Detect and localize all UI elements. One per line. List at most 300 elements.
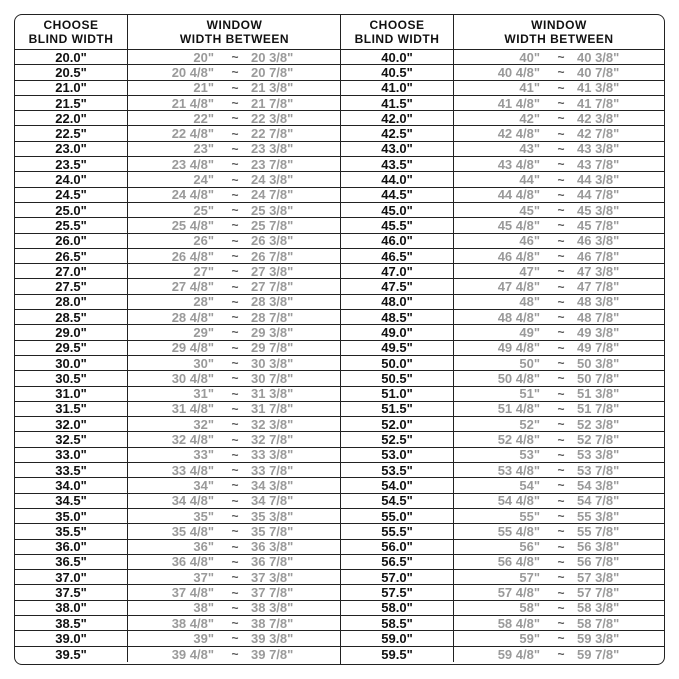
blind-width-cell: 49.5" [381,340,413,356]
window-width-min-cell: 27 4/8" [171,279,214,295]
window-width-between-header [454,15,664,49]
window-width-max-cell: 50 3/8" [577,355,620,371]
table-row [15,264,341,279]
window-width-max-cell: 27 7/8" [251,279,294,295]
range-separator: ~ [557,111,565,126]
blind-width-cell: 49.0" [381,325,413,340]
window-width-min-cell: 31 4/8" [171,401,214,417]
blind-width-cell: 44.5" [381,187,413,203]
window-width-min-cell: 39" [193,630,214,646]
table-row [341,478,664,493]
table-row [341,463,664,478]
window-width-min-cell: 45" [519,202,540,218]
blind-width-cell: 46.0" [381,233,413,249]
table-row [15,616,341,631]
window-width-min-cell: 33" [193,447,214,463]
window-width-min-cell: 37" [193,569,214,585]
window-width-max-cell: 54 3/8" [577,477,620,493]
blind-width-cell: 52.0" [381,416,413,432]
table-row [15,371,341,386]
range-separator: ~ [231,554,239,569]
range-separator: ~ [231,126,239,141]
window-width-min-cell: 47 4/8" [497,279,540,295]
window-width-min-cell: 35 4/8" [171,523,214,539]
range-separator: ~ [231,340,239,355]
blind-width-cell: 51.5" [381,401,413,417]
table-row [15,478,341,493]
window-width-max-cell: 47 3/8" [577,263,620,279]
blind-width-cell: 27.0" [55,263,87,279]
range-separator: ~ [557,631,565,646]
table-row [341,448,664,463]
window-width-max-cell: 34 3/8" [251,477,294,493]
blind-width-cell: 41.0" [381,80,413,96]
range-separator: ~ [231,80,239,95]
blind-width-cell: 50.5" [381,370,413,386]
window-width-max-cell: 52 3/8" [577,416,620,432]
window-width-min-cell: 48 4/8" [497,309,540,325]
right-header-row [341,15,664,50]
window-width-max-cell: 56 3/8" [577,539,620,555]
table-row [341,509,664,524]
blind-width-cell: 39.5" [55,646,87,662]
table-row [341,570,664,585]
blind-width-cell: 36.5" [55,554,87,570]
blind-width-cell: 29.5" [55,340,87,356]
window-width-max-cell: 51 7/8" [577,401,620,417]
window-width-max-cell: 33 3/8" [251,447,294,463]
table-row [341,234,664,249]
range-separator: ~ [557,616,565,631]
range-separator: ~ [231,600,239,615]
blind-width-cell: 29.0" [55,325,87,340]
table-row [15,647,341,662]
range-separator: ~ [231,463,239,478]
table-row [15,417,341,432]
window-width-min-cell: 25 4/8" [171,217,214,233]
range-separator: ~ [557,401,565,416]
blind-width-cell: 20.0" [55,49,87,65]
table-row [341,188,664,203]
table-row [341,264,664,279]
window-width-max-cell: 33 7/8" [251,462,294,478]
range-separator: ~ [557,264,565,279]
range-separator: ~ [557,233,565,248]
window-width-min-cell: 22 4/8" [171,126,214,142]
blind-width-cell: 37.0" [55,569,87,585]
window-width-max-cell: 43 3/8" [577,141,620,157]
window-width-min-cell: 43 4/8" [497,156,540,172]
window-width-min-cell: 58" [519,600,540,616]
window-width-min-cell: 52 4/8" [497,432,540,448]
table-row [341,555,664,570]
window-width-max-cell: 23 3/8" [251,141,294,157]
range-separator: ~ [557,647,565,662]
window-width-min-cell: 24 4/8" [171,187,214,203]
window-width-min-cell: 40" [519,49,540,65]
range-separator: ~ [557,554,565,569]
window-width-min-cell: 24" [193,172,214,188]
range-separator: ~ [557,585,565,600]
table-row [341,417,664,432]
table-row [341,203,664,218]
table-row [15,601,341,616]
blind-width-cell: 47.0" [381,263,413,279]
blind-width-cell: 42.0" [381,110,413,126]
window-width-max-cell: 42 7/8" [577,126,620,142]
window-width-min-cell: 26" [193,233,214,249]
table-row [15,126,341,141]
window-width-min-cell: 20 4/8" [171,64,214,80]
range-separator: ~ [231,371,239,386]
blind-width-cell: 53.0" [381,447,413,463]
range-separator: ~ [231,141,239,156]
table-row [15,463,341,478]
window-width-min-cell: 30 4/8" [171,370,214,386]
table-row [341,218,664,233]
range-separator: ~ [231,157,239,172]
range-separator: ~ [231,524,239,539]
blind-width-cell: 57.0" [381,569,413,585]
table-row [15,157,341,172]
blind-width-cell: 48.0" [381,294,413,310]
window-width-min-cell: 49 4/8" [497,340,540,356]
blind-width-cell: 57.5" [381,585,413,601]
window-width-min-cell: 46 4/8" [497,248,540,264]
range-separator: ~ [557,80,565,95]
window-width-min-cell: 37 4/8" [171,585,214,601]
table-row [341,172,664,187]
blind-width-cell: 25.5" [55,217,87,233]
window-width-min-cell: 46" [519,233,540,249]
window-width-max-cell: 32 3/8" [251,416,294,432]
table-row [341,371,664,386]
window-width-max-cell: 21 7/8" [251,95,294,111]
blind-width-cell: 24.0" [55,172,87,188]
window-width-min-cell: 30" [193,355,214,371]
window-width-min-cell: 27" [193,263,214,279]
window-width-max-cell: 39 7/8" [251,646,294,662]
range-separator: ~ [557,340,565,355]
window-width-max-cell: 51 3/8" [577,386,620,402]
window-width-min-cell: 41" [519,80,540,96]
range-separator: ~ [557,187,565,202]
window-width-max-cell: 58 3/8" [577,600,620,616]
blind-width-cell: 35.5" [55,523,87,539]
range-separator: ~ [231,401,239,416]
window-width-max-cell: 20 3/8" [251,49,294,65]
window-width-max-cell: 32 7/8" [251,432,294,448]
window-width-max-cell: 44 3/8" [577,172,620,188]
window-width-min-cell: 21" [193,80,214,96]
blind-width-cell: 45.5" [381,217,413,233]
range-separator: ~ [231,386,239,401]
left-table-half [15,15,341,664]
range-separator: ~ [557,509,565,524]
blind-width-cell: 56.0" [381,539,413,555]
range-separator: ~ [557,386,565,401]
blind-width-cell: 32.0" [55,416,87,432]
window-width-max-cell: 42 3/8" [577,110,620,126]
table-row [341,295,664,310]
window-width-min-cell: 48" [519,294,540,310]
blind-width-cell: 30.0" [55,355,87,371]
window-width-min-cell: 59" [519,630,540,646]
window-width-max-cell: 46 3/8" [577,233,620,249]
blind-width-cell: 40.0" [381,49,413,65]
table-row [15,432,341,447]
blind-width-cell: 43.5" [381,156,413,172]
range-separator: ~ [231,218,239,233]
table-row [341,432,664,447]
window-width-max-cell: 26 7/8" [251,248,294,264]
window-width-max-cell: 45 3/8" [577,202,620,218]
table-row [15,142,341,157]
window-width-max-cell: 26 3/8" [251,233,294,249]
window-width-min-cell: 29 4/8" [171,340,214,356]
window-width-max-cell: 30 3/8" [251,355,294,371]
blind-width-cell: 28.0" [55,294,87,310]
table-row [15,96,341,111]
window-width-max-cell: 58 7/8" [577,615,620,631]
blind-width-cell: 24.5" [55,187,87,203]
table-row [15,585,341,600]
window-width-max-cell: 31 7/8" [251,401,294,417]
range-separator: ~ [557,218,565,233]
window-width-min-cell: 45 4/8" [497,217,540,233]
window-width-max-cell: 45 7/8" [577,217,620,233]
window-width-min-cell: 20" [193,49,214,65]
blind-width-cell: 38.0" [55,600,87,616]
window-width-max-cell: 47 7/8" [577,279,620,295]
blind-width-cell: 55.5" [381,523,413,539]
table-row [15,524,341,539]
range-separator: ~ [557,371,565,386]
table-row [15,448,341,463]
range-separator: ~ [231,539,239,554]
window-width-max-cell: 43 7/8" [577,156,620,172]
table-row [341,601,664,616]
table-row [341,585,664,600]
range-separator: ~ [557,157,565,172]
window-width-max-cell: 38 3/8" [251,600,294,616]
table-row [15,188,341,203]
blind-width-cell: 21.0" [55,80,87,96]
table-row [15,310,341,325]
blind-width-cell: 38.5" [55,615,87,631]
table-row [15,540,341,555]
range-separator: ~ [557,600,565,615]
window-width-max-cell: 25 7/8" [251,217,294,233]
window-width-min-cell: 32 4/8" [171,432,214,448]
range-separator: ~ [231,616,239,631]
table-row [341,387,664,402]
window-width-min-cell: 28 4/8" [171,309,214,325]
window-width-max-cell: 31 3/8" [251,386,294,402]
table-row [341,616,664,631]
window-width-min-cell: 51" [519,386,540,402]
table-row [15,555,341,570]
window-width-min-cell: 49" [519,325,540,340]
header-blind-width-label: BLIND WIDTH [28,32,114,46]
window-width-max-cell: 37 7/8" [251,585,294,601]
window-width-min-cell: 56 4/8" [497,554,540,570]
blind-width-cell: 45.0" [381,202,413,218]
table-row [15,570,341,585]
blind-width-cell: 34.5" [55,493,87,509]
window-width-max-cell: 34 7/8" [251,493,294,509]
range-separator: ~ [231,249,239,263]
window-width-max-cell: 59 3/8" [577,630,620,646]
window-width-max-cell: 54 7/8" [577,493,620,509]
range-separator: ~ [557,96,565,111]
blind-width-cell: 58.5" [381,615,413,631]
size-chart-table [14,14,665,665]
range-separator: ~ [557,65,565,80]
blind-width-cell: 25.0" [55,202,87,218]
window-width-min-cell: 25" [193,202,214,218]
blind-width-cell: 26.5" [55,248,87,264]
window-width-min-cell: 40 4/8" [497,64,540,80]
range-separator: ~ [231,417,239,432]
table-row [341,310,664,325]
window-width-max-cell: 53 7/8" [577,462,620,478]
window-width-max-cell: 23 7/8" [251,156,294,172]
table-row [341,65,664,80]
range-separator: ~ [231,187,239,202]
window-width-max-cell: 24 7/8" [251,187,294,203]
window-width-max-cell: 20 7/8" [251,64,294,80]
window-width-max-cell: 37 3/8" [251,569,294,585]
window-width-min-cell: 36 4/8" [171,554,214,570]
blind-width-cell: 40.5" [381,64,413,80]
window-width-max-cell: 40 7/8" [577,64,620,80]
range-separator: ~ [231,631,239,646]
table-row [341,325,664,340]
header-width-between-label: WIDTH BETWEEN [179,32,290,46]
window-width-max-cell: 46 7/8" [577,248,620,264]
table-row [341,50,664,65]
range-separator: ~ [557,50,565,65]
blind-width-cell: 56.5" [381,554,413,570]
window-width-max-cell: 40 3/8" [577,49,620,65]
window-width-min-cell: 36" [193,539,214,555]
window-width-min-cell: 26 4/8" [171,248,214,264]
header-blind-width-label: BLIND WIDTH [354,32,440,46]
window-width-max-cell: 35 7/8" [251,523,294,539]
table-row [15,356,341,371]
window-width-min-cell: 50" [519,355,540,371]
range-separator: ~ [231,310,239,325]
blind-width-cell: 58.0" [381,600,413,616]
table-row [15,402,341,417]
blind-width-cell: 33.5" [55,462,87,478]
window-width-min-cell: 51 4/8" [497,401,540,417]
window-width-min-cell: 53" [519,447,540,463]
window-width-max-cell: 48 7/8" [577,309,620,325]
blind-width-cell: 48.5" [381,309,413,325]
window-width-min-cell: 22" [193,110,214,126]
range-separator: ~ [231,203,239,218]
range-separator: ~ [231,432,239,447]
window-width-max-cell: 21 3/8" [251,80,294,96]
window-width-between-header [128,15,341,49]
blind-width-cell: 43.0" [381,141,413,157]
range-separator: ~ [557,126,565,141]
blind-width-cell: 59.0" [381,630,413,646]
range-separator: ~ [557,493,565,508]
table-row [15,509,341,524]
table-row [341,81,664,96]
left-header-row [15,15,341,50]
window-width-min-cell: 33 4/8" [171,462,214,478]
table-row [15,325,341,340]
table-row [15,249,341,264]
right-table-half [341,15,664,664]
range-separator: ~ [557,279,565,294]
window-width-max-cell: 59 7/8" [577,646,620,662]
blind-width-cell: 59.5" [381,646,413,662]
window-width-min-cell: 57" [519,569,540,585]
window-width-min-cell: 55 4/8" [497,523,540,539]
table-row [341,494,664,509]
blind-width-cell: 42.5" [381,126,413,142]
window-width-min-cell: 28" [193,294,214,310]
table-row [341,96,664,111]
blind-width-cell: 31.0" [55,386,87,402]
window-width-max-cell: 55 7/8" [577,523,620,539]
window-width-max-cell: 49 7/8" [577,340,620,356]
window-width-min-cell: 42" [519,110,540,126]
header-window-label: WINDOW [206,18,263,32]
range-separator: ~ [557,310,565,325]
blind-width-cell: 34.0" [55,477,87,493]
table-row [341,540,664,555]
window-width-max-cell: 36 3/8" [251,539,294,555]
window-width-min-cell: 21 4/8" [171,95,214,111]
window-width-min-cell: 43" [519,141,540,157]
table-row [341,402,664,417]
table-row [341,647,664,662]
table-row [341,631,664,646]
window-width-min-cell: 50 4/8" [497,370,540,386]
window-width-min-cell: 35" [193,508,214,524]
window-width-max-cell: 30 7/8" [251,370,294,386]
blind-width-cell: 52.5" [381,432,413,448]
window-width-min-cell: 32" [193,416,214,432]
table-row [15,172,341,187]
window-width-min-cell: 57 4/8" [497,585,540,601]
table-row [341,356,664,371]
left-rows [15,50,341,662]
table-row [341,157,664,172]
blind-width-cell: 21.5" [55,95,87,111]
blind-width-cell: 37.5" [55,585,87,601]
window-width-min-cell: 42 4/8" [497,126,540,142]
range-separator: ~ [231,478,239,493]
table-row [15,234,341,249]
table-row [15,65,341,80]
blind-width-cell: 44.0" [381,172,413,188]
range-separator: ~ [231,647,239,662]
window-width-min-cell: 38 4/8" [171,615,214,631]
blind-width-cell: 32.5" [55,432,87,448]
window-width-min-cell: 44 4/8" [497,187,540,203]
window-width-max-cell: 53 3/8" [577,447,620,463]
choose-blind-width-header [341,15,453,49]
table-row [15,218,341,233]
table-row [15,279,341,294]
